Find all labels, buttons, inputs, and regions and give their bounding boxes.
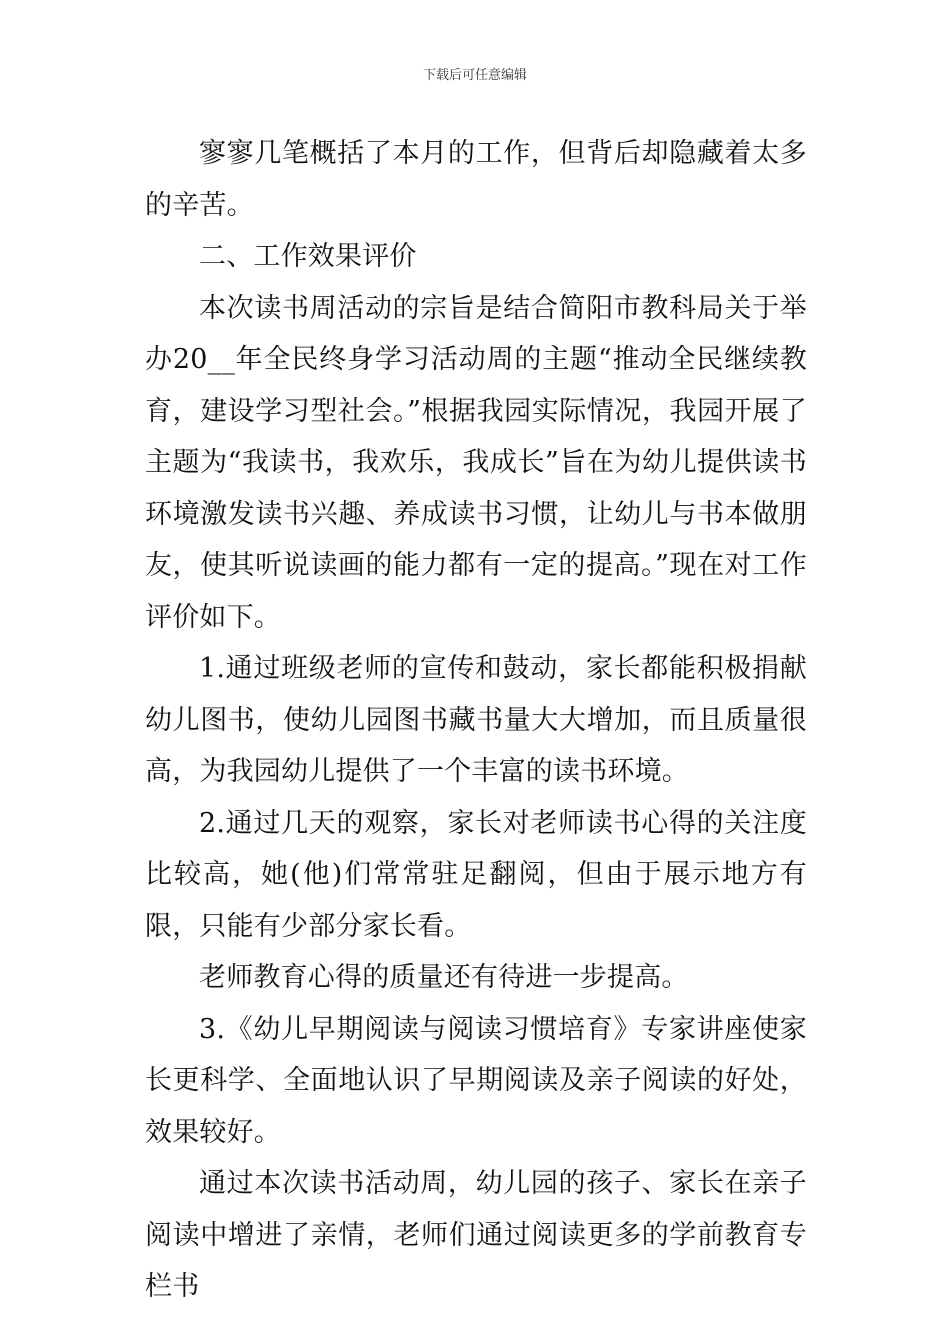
section-heading: 二、工作效果评价 — [199, 241, 417, 272]
list-item: 2.通过几天的观察，家长对老师读书心得的关注度比较高，她(他)们常常驻足翻阅，但由于展示地方有限，只能有少部分家长看。 — [145, 807, 807, 942]
paragraph: 通过本次读书活动周，幼儿园的孩子、家长在亲子阅读中增进了亲情，老师们通过阅读更多的学前教育专栏书 — [145, 1168, 807, 1302]
paragraph: 寥寥几笔概括了本月的工作，但背后却隐藏着太多的辛苦。 — [145, 138, 807, 221]
paragraph: 老师教育心得的质量还有待进一步提高。 — [199, 962, 689, 993]
paragraph: 本次读书周活动的宗旨是结合简阳市教科局关于举办20__年全民终身学习活动周的主题“推动全民继续教育，建设学习型社会。”根据我园实际情况，我园开展了主题为“我读书，我欢乐，我成长”旨在为幼儿提供读书环境激发读书兴趣、养成读书习惯，让幼儿与书本做朋友，使其听说读画的能力都有一定的提高。”现在对工作评价如下。 — [145, 292, 807, 633]
document-body — [145, 128, 807, 1313]
list-item: 1.通过班级老师的宣传和鼓动，家长都能积极捐献幼儿图书，使幼儿园图书藏书量大大增加，而且质量很高，为我园幼儿提供了一个丰富的读书环境。 — [145, 653, 807, 787]
page-header: 下载后可任意编辑 — [422, 68, 527, 83]
list-item: 3.《幼儿早期阅读与阅读习惯培育》专家讲座使家长更科学、全面地认识了早期阅读及亲子阅读的好处，效果较好。 — [145, 1013, 807, 1148]
